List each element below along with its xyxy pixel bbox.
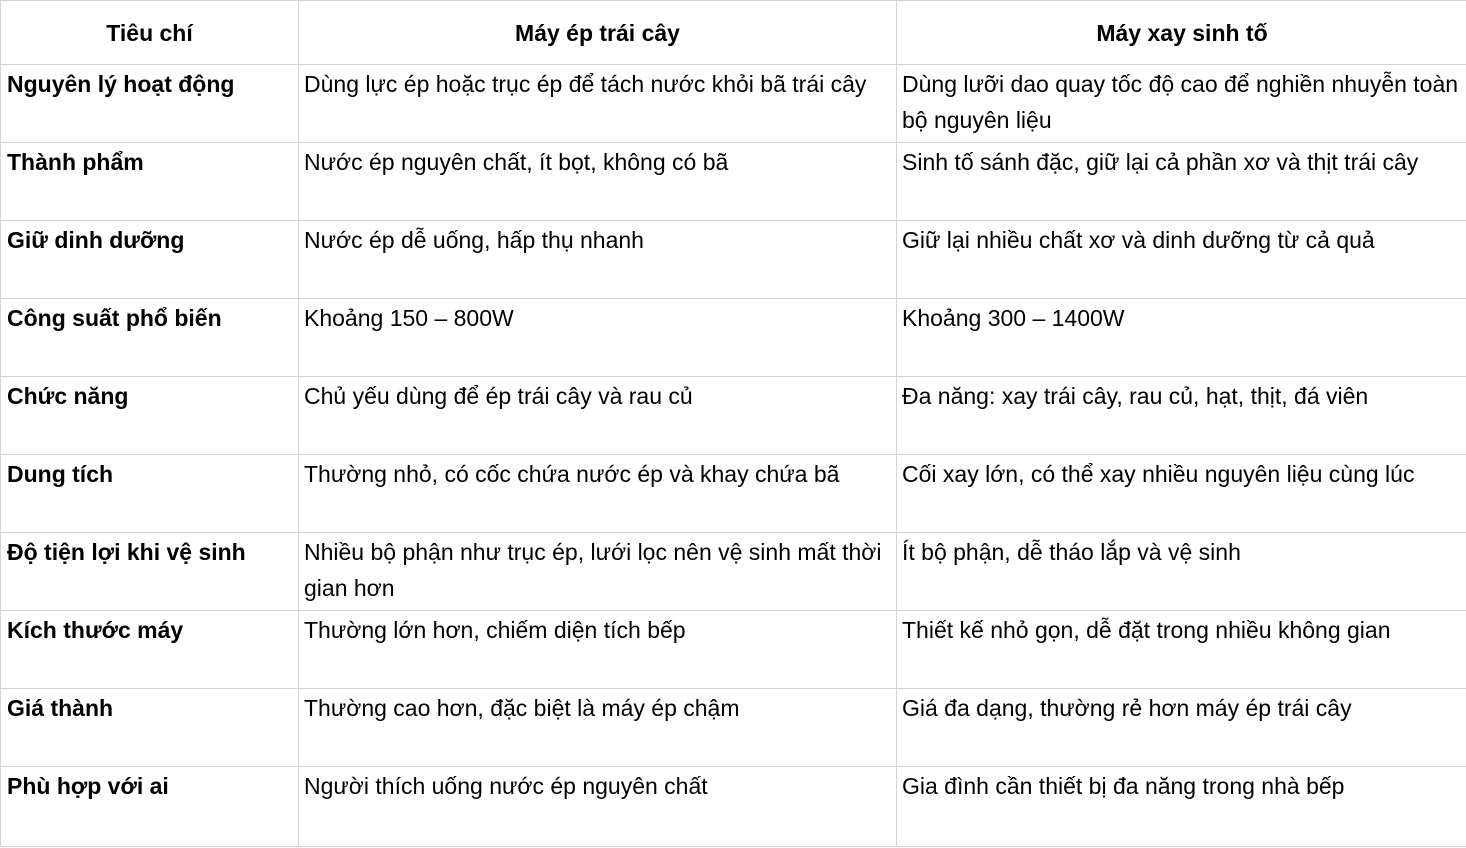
juicer-cell: Chủ yếu dùng để ép trái cây và rau củ [299, 377, 897, 455]
juicer-cell: Nước ép dễ uống, hấp thụ nhanh [299, 221, 897, 299]
juicer-cell: Người thích uống nước ép nguyên chất [299, 767, 897, 847]
criteria-cell: Nguyên lý hoạt động [1, 65, 299, 143]
table-row [1, 377, 1466, 455]
header-row [1, 1, 1466, 65]
juicer-cell: Nhiều bộ phận như trục ép, lưới lọc nên vệ sinh mất thời gian hơn [299, 533, 897, 611]
criteria-cell: Thành phẩm [1, 143, 299, 221]
blender-cell: Thiết kế nhỏ gọn, dễ đặt trong nhiều không gian [897, 611, 1466, 689]
criteria-cell: Kích thước máy [1, 611, 299, 689]
juicer-cell: Khoảng 150 – 800W [299, 299, 897, 377]
blender-cell: Ít bộ phận, dễ tháo lắp và vệ sinh [897, 533, 1466, 611]
juicer-cell: Thường cao hơn, đặc biệt là máy ép chậm [299, 689, 897, 767]
blender-cell: Giữ lại nhiều chất xơ và dinh dưỡng từ cả quả [897, 221, 1466, 299]
criteria-cell: Giữ dinh dưỡng [1, 221, 299, 299]
juicer-cell: Nước ép nguyên chất, ít bọt, không có bã [299, 143, 897, 221]
table-row [1, 299, 1466, 377]
blender-cell: Giá đa dạng, thường rẻ hơn máy ép trái cây [897, 689, 1466, 767]
criteria-cell: Dung tích [1, 455, 299, 533]
header-juicer: Máy ép trái cây [299, 1, 897, 65]
table-row [1, 143, 1466, 221]
blender-cell: Khoảng 300 – 1400W [897, 299, 1466, 377]
criteria-cell: Chức năng [1, 377, 299, 455]
table-row [1, 221, 1466, 299]
header-blender: Máy xay sinh tố [897, 1, 1466, 65]
juicer-cell: Dùng lực ép hoặc trục ép để tách nước khỏi bã trái cây [299, 65, 897, 143]
table-row [1, 767, 1466, 847]
criteria-cell: Giá thành [1, 689, 299, 767]
blender-cell: Sinh tố sánh đặc, giữ lại cả phần xơ và thịt trái cây [897, 143, 1466, 221]
criteria-cell: Công suất phổ biến [1, 299, 299, 377]
criteria-cell: Độ tiện lợi khi vệ sinh [1, 533, 299, 611]
criteria-cell: Phù hợp với ai [1, 767, 299, 847]
blender-cell: Gia đình cần thiết bị đa năng trong nhà bếp [897, 767, 1466, 847]
header-criteria: Tiêu chí [1, 1, 299, 65]
juicer-cell: Thường lớn hơn, chiếm diện tích bếp [299, 611, 897, 689]
blender-cell: Dùng lưỡi dao quay tốc độ cao để nghiền nhuyễn toàn bộ nguyên liệu [897, 65, 1466, 143]
table-row [1, 611, 1466, 689]
table-row [1, 65, 1466, 143]
blender-cell: Đa năng: xay trái cây, rau củ, hạt, thịt, đá viên [897, 377, 1466, 455]
table-row [1, 533, 1466, 611]
blender-cell: Cối xay lớn, có thể xay nhiều nguyên liệu cùng lúc [897, 455, 1466, 533]
table-row [1, 689, 1466, 767]
table-row [1, 455, 1466, 533]
juicer-cell: Thường nhỏ, có cốc chứa nước ép và khay chứa bã [299, 455, 897, 533]
